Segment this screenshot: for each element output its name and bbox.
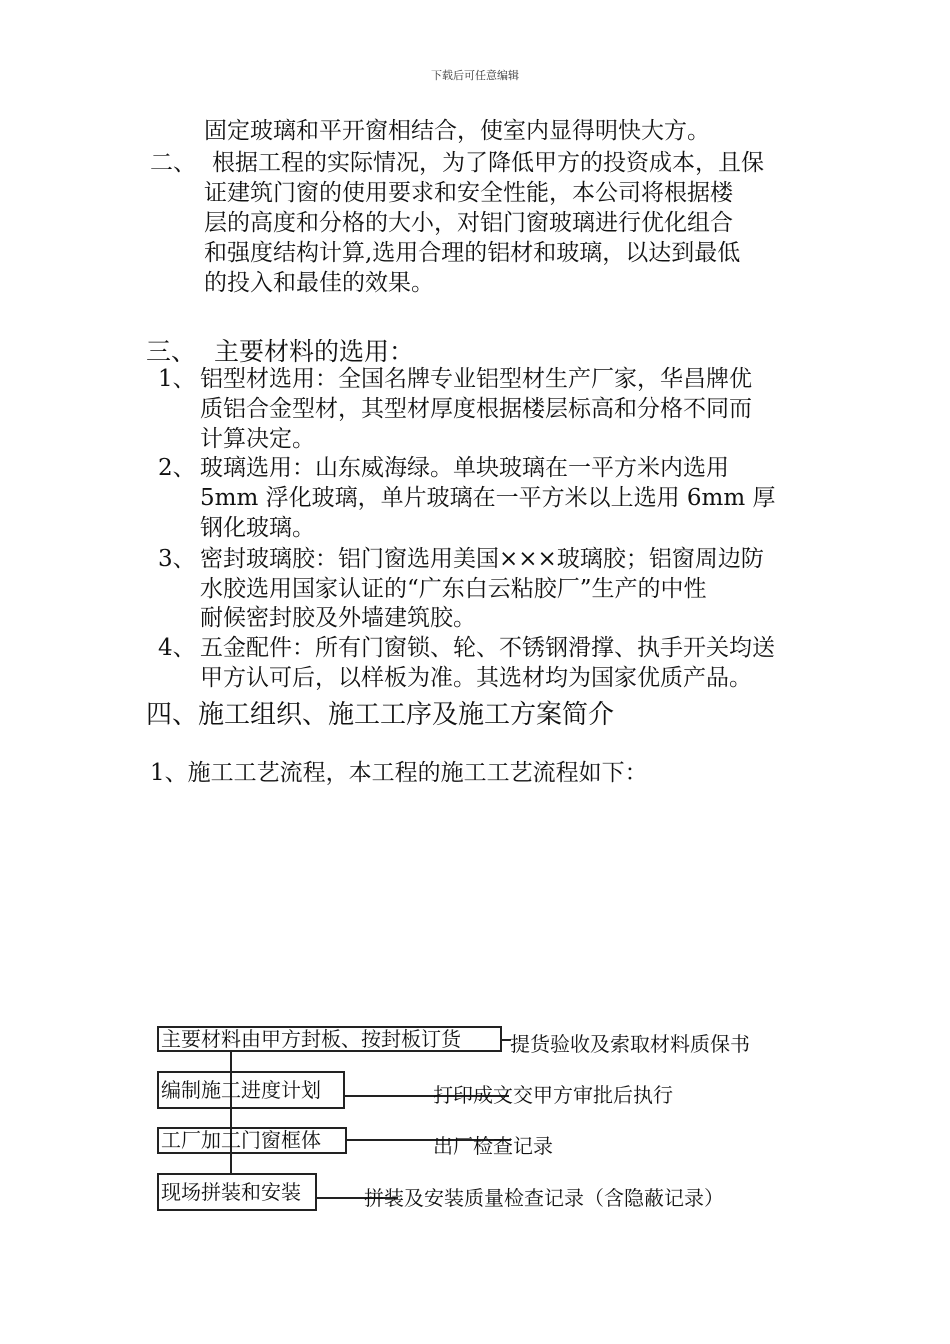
flow-step-4: 现场拼装和安装 [157,1173,317,1211]
item-4-line-1: 五金配件：所有门窗锁、轮、不锈钢滑撑、执手开关均送 [200,635,775,661]
flow-vertical-connector [230,1050,232,1174]
item-4-number: 4、 [158,635,196,661]
flow-step-3: 工厂加工门窗框体 [157,1127,347,1154]
item-2-line-2: 5mm 浮化玻璃，单片玻璃在一平方米以上选用 6mm 厚 [200,485,776,511]
section2-line-2: 证建筑门窗的使用要求和安全性能，本公司将根据楼 [204,180,733,206]
flow-note-3: 出厂检查记录 [433,1134,553,1158]
item-2-line-1: 玻璃选用：山东威海绿。单块玻璃在一平方米内选用 [200,455,729,481]
section2-line-1: 根据工程的实际情况，为了降低甲方的投资成本，且保 [212,150,764,176]
section3-number: 三、 [146,337,197,366]
item-4-line-2: 甲方认可后，以样板为准。其选材均为国家优质产品。 [200,665,752,691]
item-1-line-1: 铝型材选用：全国名牌专业铝型材生产厂家，华昌牌优 [200,366,752,392]
item-3-number: 3、 [158,546,196,572]
item-3-line-1: 密封玻璃胶：铝门窗选用美国×××玻璃胶；铝窗周边防 [200,546,764,572]
item-3-line-3: 耐候密封胶及外墙建筑胶。 [200,605,476,631]
item-3-line-2: 水胶选用国家认证的“广东白云粘胶厂”生产的中性 [200,576,707,602]
header-note: 下载后可任意编辑 [431,69,519,82]
section4-subtitle: 1、施工工艺流程，本工程的施工工艺流程如下： [150,760,648,786]
section2-line-3: 层的高度和分格的大小，对铝门窗玻璃进行优化组合 [204,210,733,236]
item-1-line-3: 计算决定。 [200,426,315,452]
flow-step-2: 编制施工进度计划 [157,1071,345,1109]
item-1-number: 1、 [158,366,196,392]
flow-step-1: 主要材料由甲方封板、按封板订货 [157,1026,502,1052]
item-2-number: 2、 [158,455,196,481]
section2-number: 二、 [150,150,196,176]
section2-line-5: 的投入和最佳的效果。 [204,270,434,296]
section3-title: 主要材料的选用： [214,337,415,366]
section2-line-4: 和强度结构计算,选用合理的铝材和玻璃，以达到最低 [204,240,741,266]
flow-note-2: 打印成文交甲方审批后执行 [433,1083,673,1107]
flow-note-4: 拼装及安装质量检查记录（含隐蔽记录） [364,1186,724,1210]
item-1-line-2: 质铝合金型材，其型材厚度根据楼层标高和分格不同而 [200,396,752,422]
intro-line: 固定玻璃和平开窗相结合，使室内显得明快大方。 [204,118,710,144]
item-2-line-3: 钢化玻璃。 [200,515,315,541]
flow-note-1: 提货验收及索取材料质保书 [510,1032,750,1056]
section4-title: 四、施工组织、施工工序及施工方案简介 [146,700,615,730]
